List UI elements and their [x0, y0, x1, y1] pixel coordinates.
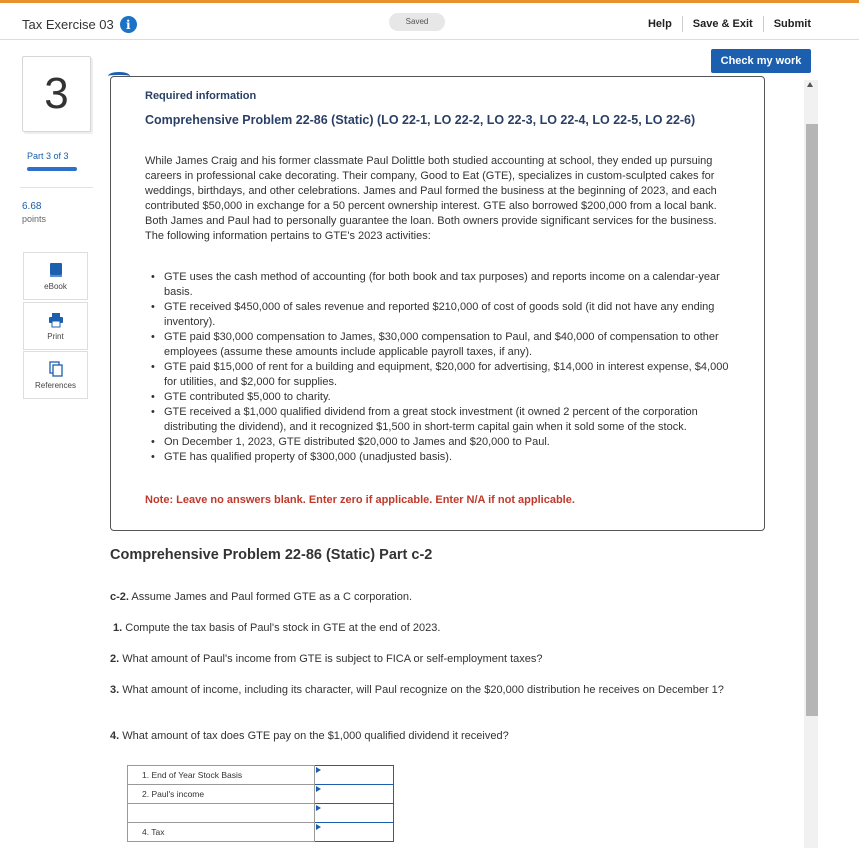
check-my-work-button[interactable]: Check my work	[711, 49, 811, 73]
print-label: Print	[47, 332, 64, 341]
question-4-number: 4.	[110, 730, 120, 742]
paul-income-input[interactable]	[315, 785, 394, 804]
list-item: • On December 1, 2023, GTE distributed $20,000 to James and $20,000 to Paul.	[145, 435, 740, 450]
question-4	[110, 729, 509, 744]
save-exit-link[interactable]: Save & Exit	[692, 18, 753, 30]
book-icon	[49, 262, 63, 278]
top-links	[648, 16, 811, 32]
scrollbar-thumb[interactable]	[806, 124, 818, 716]
scroll-up-arrow-icon[interactable]	[807, 82, 813, 87]
references-button[interactable]	[23, 351, 88, 399]
info-icon[interactable]: i	[120, 16, 137, 33]
list-item: • GTE contributed $5,000 to charity.	[145, 390, 740, 405]
instruction-note: Note: Leave no answers blank. Enter zero if applicable. Enter N/A if not applicable.	[145, 494, 575, 506]
part-progress-bar	[27, 167, 77, 171]
table-row	[128, 785, 394, 804]
problem-title: Comprehensive Problem 22-86 (Static) (LO 22-1, LO 22-2, LO 22-3, LO 22-4, LO 22-5, LO 22-6)	[145, 113, 696, 127]
question-1-number: 1.	[113, 622, 123, 634]
assignment-title	[22, 16, 137, 33]
top-bar	[0, 3, 859, 40]
question-c2-number: c-2.	[110, 591, 129, 603]
saved-status-badge: Saved	[389, 13, 445, 31]
list-item: • GTE paid $15,000 of rent for a building and equipment, $20,000 for advertising, $14,000 in interest expense, $4,000 for utilities, and $2,000 for supplies.	[145, 360, 740, 390]
help-link[interactable]: Help	[647, 18, 672, 30]
list-item: • GTE received $450,000 of sales revenue and reported $210,000 of cost of goods sold (it did not have any ending inventory).	[145, 300, 740, 330]
points-label: points	[22, 214, 47, 224]
activities-list	[145, 270, 740, 465]
list-item: • GTE received a $1,000 qualified dividend from a great stock investment (it owned 2 percent of the corporation distributing the dividend), and it recognized $1,500 in short-term capital gain when it sold some of the stock.	[145, 405, 740, 435]
table-row	[128, 804, 394, 823]
list-item: • GTE uses the cash method of accounting (for both book and tax purposes) and reports income on a calendar-year basis.	[145, 270, 740, 300]
row-label: 2. Paul's income	[128, 785, 315, 804]
tax-input[interactable]	[315, 823, 394, 842]
part-indicator: Part 3 of 3	[27, 151, 69, 161]
stock-basis-input[interactable]	[315, 766, 394, 785]
question-2-number: 2.	[110, 653, 120, 665]
list-item: • GTE paid $30,000 compensation to James, $30,000 compensation to Paul, and $40,000 of compensation to other employees (assume these amounts include applicable payroll taxes, if any).	[145, 330, 740, 360]
question-1-text: Compute the tax basis of Paul's stock in GTE at the end of 2023.	[122, 622, 441, 634]
problem-intro: While James Craig and his former classmate Paul Dolittle both studied accounting at school, they ended up pursuing careers in professional cake decorating. Their company, Good to Eat (GTE), specializes in custom-sculpted cakes for weddings, birthdays, and other celebrations. James and Paul formed the business at the beginning of 2023, and each contributed $50,000 in exchange for a 50 percent ownership interest. GTE also borrowed $200,000 from a local bank. Both James and Paul had to personally guarantee the loan. Both owners provide significant services for the business. The following information pertains to GTE's 2023 activities:	[145, 155, 717, 242]
row-label	[128, 804, 315, 823]
answer-table	[127, 765, 394, 842]
assignment-title-text: Tax Exercise 03	[22, 17, 114, 32]
row-label: 4. Tax	[128, 823, 315, 842]
question-4-text: What amount of tax does GTE pay on the $1,000 qualified dividend it received?	[119, 730, 509, 742]
question-number: 3	[22, 56, 91, 132]
divider	[763, 16, 764, 32]
question-3-text: What amount of income, including its character, will Paul recognize on the $20,000 distribution he receives on December 1?	[119, 684, 724, 696]
question-1	[113, 621, 440, 636]
ebook-label: eBook	[44, 282, 67, 291]
question-c2	[110, 590, 412, 605]
row-label: 1. End of Year Stock Basis	[128, 766, 315, 785]
print-button[interactable]	[23, 302, 88, 350]
question-3-number: 3.	[110, 684, 120, 696]
question-2-text: What amount of Paul's income from GTE is subject to FICA or self-employment taxes?	[119, 653, 543, 665]
distribution-income-input[interactable]	[315, 804, 394, 823]
documents-icon	[49, 361, 63, 377]
printer-icon	[49, 312, 63, 328]
question-c2-text: Assume James and Paul formed GTE as a C corporation.	[128, 591, 413, 603]
question-3	[110, 683, 745, 698]
list-item: • GTE has qualified property of $300,000 (unadjusted basis).	[145, 450, 740, 465]
required-info-heading: Required information	[145, 90, 257, 102]
references-label: References	[35, 381, 76, 390]
part-title: Comprehensive Problem 22-86 (Static) Part c-2	[110, 547, 433, 563]
sidebar-divider	[20, 187, 93, 188]
points-value: 6.68	[22, 201, 42, 212]
question-2	[110, 652, 543, 667]
table-row	[128, 823, 394, 842]
ebook-button[interactable]	[23, 252, 88, 300]
submit-link[interactable]: Submit	[773, 18, 811, 30]
divider	[682, 16, 683, 32]
table-row	[128, 766, 394, 785]
